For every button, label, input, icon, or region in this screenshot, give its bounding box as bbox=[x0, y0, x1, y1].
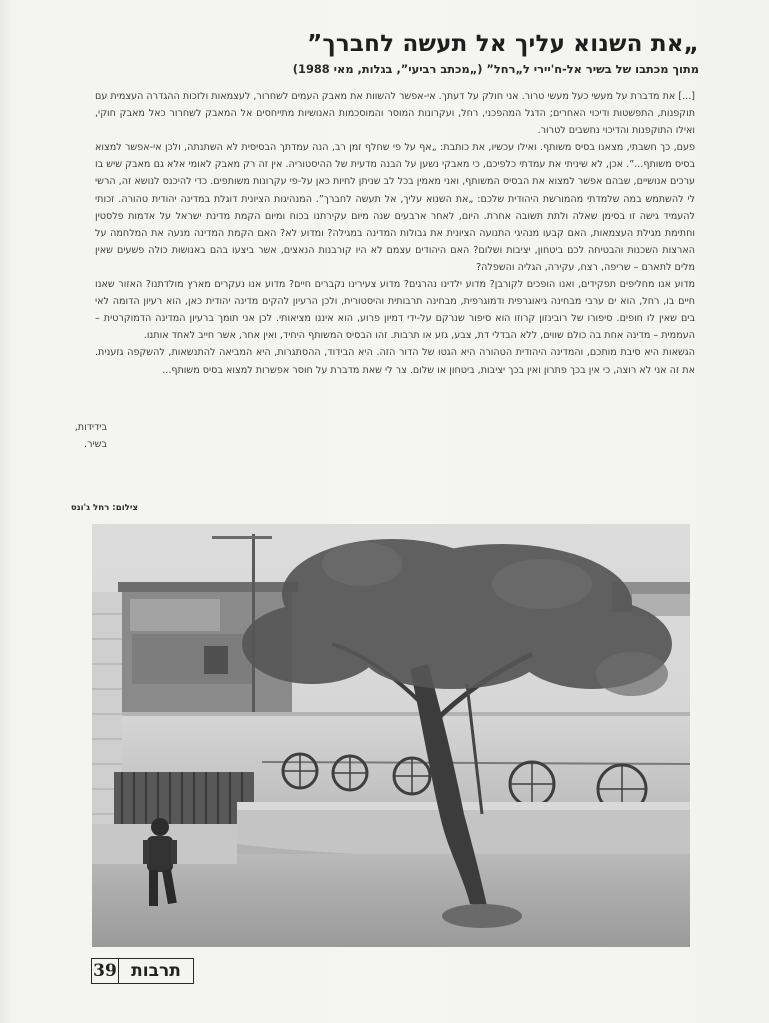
article-header bbox=[90, 30, 699, 77]
article-body bbox=[95, 88, 695, 379]
photo-credit: צילום: רחל ג'ונס bbox=[70, 503, 138, 513]
article-paragraph: מדוע אנו מחליפים תפקידים, ואנו הופכים לקורבן? מדוע ילדינו נהרגים? מדוע צעירינו נקברים חיים? מדוע אנו נעקרים מארץ מולדתנו? האזור שאנו חיים בו, רחל, הוא ים ערבי מבחינה גיאוגרפית ודמוגרפית, מבחינה תרבותית והיסטורית, ולכן הרעיון להקים מדינה יהודית כאן, הוא רעיון הדומה לאי בים שאין לו חופים. סיפורו של רובינזון קרוזו הוא סיפור שנרקם על-ידי דמיון פרוע, הוא איננו מציאותי. לכן אני תומך ברעיון המדינה הדמוקרטית – העממית – מדינה אחת בה כולם שווים, ללא הבדלי דת, צבע, גזע או תרבות. זהו הבסיס המשותף היחיד, ואין אחר, אשר חייב לאחד אותנו. bbox=[95, 279, 695, 342]
signoff-greeting: בידידות, bbox=[74, 422, 107, 433]
page-footer bbox=[91, 958, 194, 984]
article-title: „את השנוא עליך אל תעשה לחברך” bbox=[307, 31, 699, 57]
article-paragraph: הגשאות היא סיבת מותכם, והמדינה היהודית הטהורה היא הגטו של הדור הזה. היא הבידוד, ההסתגרות, היא המביאה להתנשאות, להשקפה גזענית. את זה אני לא רוצה, כי אין בכך פתרון ואין בכך יציבות, ביטחון או שלום. צר לי שאת מדברת על חוסר אפשרות למצוא בסיס משותף... bbox=[95, 347, 695, 376]
photo-courtyard-tree-icon bbox=[92, 524, 690, 947]
article-paragraph: [...] את מדברת על מעשי כעל מעשי טרור. אני חולק על דעתך. אי-אפשר להשוות את מאבק העמים לשחרור, לעצמאות ולזכות ההגדרה העצמית עם תוקפנות, התפשטות ודיכוי האחרים; הדגל המהפכני, רחל, ועקרונות המוסר והמוסכמות האנושיות מתייחסים אל המאבק לשחרור כאל מאבק חוקי, ואילו התוקפנות והדיכוי נחשבים לטרור. bbox=[95, 91, 695, 137]
article-paragraph: פעם, כך חשבתי, מצאנו בסיס משותף. ואילו עכשיו, את כותבת: „אף על פי שחלף זמן רב, הנה עמדתך הבסיסית לא השתנתה, ולכן אי-אפשר למצוא בסיס משותף...”. אכן, לא שיניתי את עמדתי כלפיכם, כי מאבקי נשען על הבנה מדעית של ההיסטוריה. אין זה רק מאבק לאומי אלא גם מאבק שיש בו ערכים אנושיים, שבהם אפשר למצוא את הבסיס המשותף, ואני מאמין בכל לב שניתן לחיות כאן על-פי עקרונות משותפים. כדי להיכנס לנושא זה, הרשי לי להשתמש במה שלמדתי מהמורשת היהודית שלכם: „את השנוא עליך, אל תעשה לחברך”. המנהיגות הציונית דוגלת במדינה יהודית טהורה. זכותי להעמיד גישה זו בסימן שאלה ולתת תשובה אחרת. היום, לאחר ארבעים שנה מיום עקירתנו בכוח ומיום הקמת מדינת ישראל על אדמות פלסטין וחתימת מגילת העצמאות, האם קבעו מנהיגי התנועה הציונית את גבולות המדינה במגילה? ומדוע לא? האם הקמת המדינה מנעה את המלחמה על הארצות השכנות והבטיחה לכם ביטחון, יציבות ושלום? האם היהודים עצמם לא היו קורבנות הנאצים, אשר ביצעו בהם באנושות כולה פשעים שאין מלים לתארם – שריפה, רצח, עקירה, הגליה והשפלה? bbox=[95, 142, 695, 273]
signoff-name: בשיר. bbox=[84, 439, 107, 450]
article-subtitle: מתוך מכתבו של בשיר אל-ח'יירי ל„רחל” („מכתב רביעי”, בגלות, מאי 1988) bbox=[292, 62, 699, 76]
section-label: תרבות bbox=[119, 958, 194, 984]
page-number: 39 bbox=[91, 958, 119, 984]
letter-signoff bbox=[75, 419, 107, 453]
article-photo bbox=[92, 524, 690, 947]
